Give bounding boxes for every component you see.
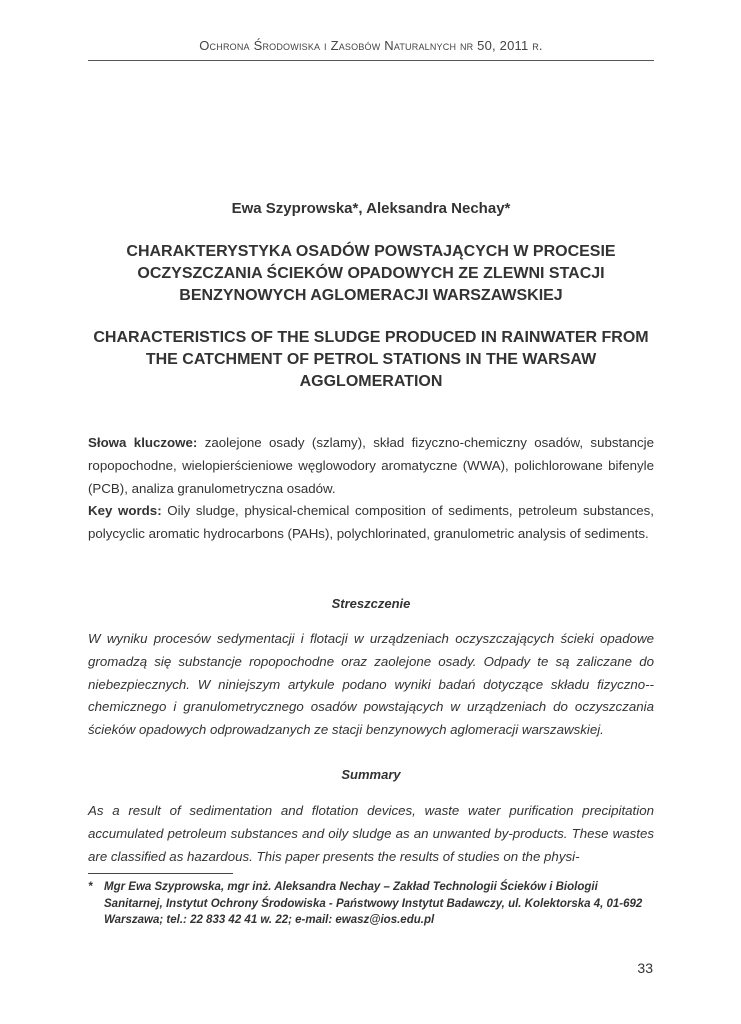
running-header: Ochrona Środowiska i Zasobów Naturalnych nr 50, 2011 r. <box>199 38 543 53</box>
title-polish: CHARAKTERYSTYKA OSADÓW POWSTAJĄCYCH W PROCESIE OCZYSZCZANIA ŚCIEKÓW OPADOWYCH ZE ZLEWNI STACJI BENZYNOWYCH AGLOMERACJI WARSZAWSKIEJ <box>126 243 616 304</box>
authors: Ewa Szyprowska*, Aleksandra Nechay* <box>231 200 511 217</box>
footnote-mark: * <box>88 881 93 893</box>
keywords-english-label: Key words: <box>88 503 162 519</box>
summary-text: As a result of sedimentation and flotation devices, waste water purification precipitation accumulated petroleum substances and oily sludge as an unwanted by-products. These wastes are classified as hazardous. This paper presents the results of studies on the physi- <box>88 803 654 864</box>
keywords-block <box>88 432 654 546</box>
title-english: CHARACTERISTICS OF THE SLUDGE PRODUCED IN RAINWATER FROM THE CATCHMENT OF PETROL STATIONS IN THE WARSAW AGGLOMERATION <box>93 329 649 390</box>
footnote-rule <box>88 873 233 874</box>
footnote-text: Mgr Ewa Szyprowska, mgr inż. Aleksandra Nechay – Zakład Technologii Ścieków i Biologii Sanitarnej, Instytut Ochrony Środowiska - Państwowy Instytut Badawczy, ul. Kolektorska 4, 01-692 Warszawa; tel.: 22 833 42 41 w. 22; e-mail: ewasz@ios.edu.pl <box>104 881 643 926</box>
streszczenie-text: W wyniku procesów sedymentacji i flotacji w urządzeniach oczyszczających ścieki opadowe gromadzą się substancje ropopochodne oraz zaolejone osady. Odpady te są zaliczane do niebezpiecznych. W niniejszym artykule podano wyniki badań dotyczące składu fizyczno--chemicznego i granulometrycznego osadów powstających w urządzeniach do oczyszczania ścieków opadowych odprowadzanych ze stacji benzynowych aglomeracji warszawskiej. <box>88 631 654 738</box>
keywords-polish-label: Słowa kluczowe: <box>88 435 198 450</box>
keywords-polish <box>88 432 654 500</box>
header-rule <box>88 60 654 61</box>
page-number: 33 <box>637 960 653 976</box>
keywords-polish-text: zaolejone osady (szlamy), skład fizyczno-chemiczny osadów, substancje ropopochodne, wielopierścieniowe węglowodory aromatyczne (WWA), polichlorowane bifenyle (PCB), analiza granulometryczna osadów. <box>88 435 654 496</box>
summary-heading: Summary <box>341 767 401 782</box>
keywords-english-text: Oily sludge, physical-chemical composition of sediments, petroleum substances, polycyclic aromatic hydrocarbons (PAHs), polychlorinated, granulometric analysis of sediments. <box>88 503 654 542</box>
streszczenie-heading: Streszczenie <box>331 596 411 611</box>
footnote <box>88 879 658 929</box>
keywords-english <box>88 500 654 546</box>
